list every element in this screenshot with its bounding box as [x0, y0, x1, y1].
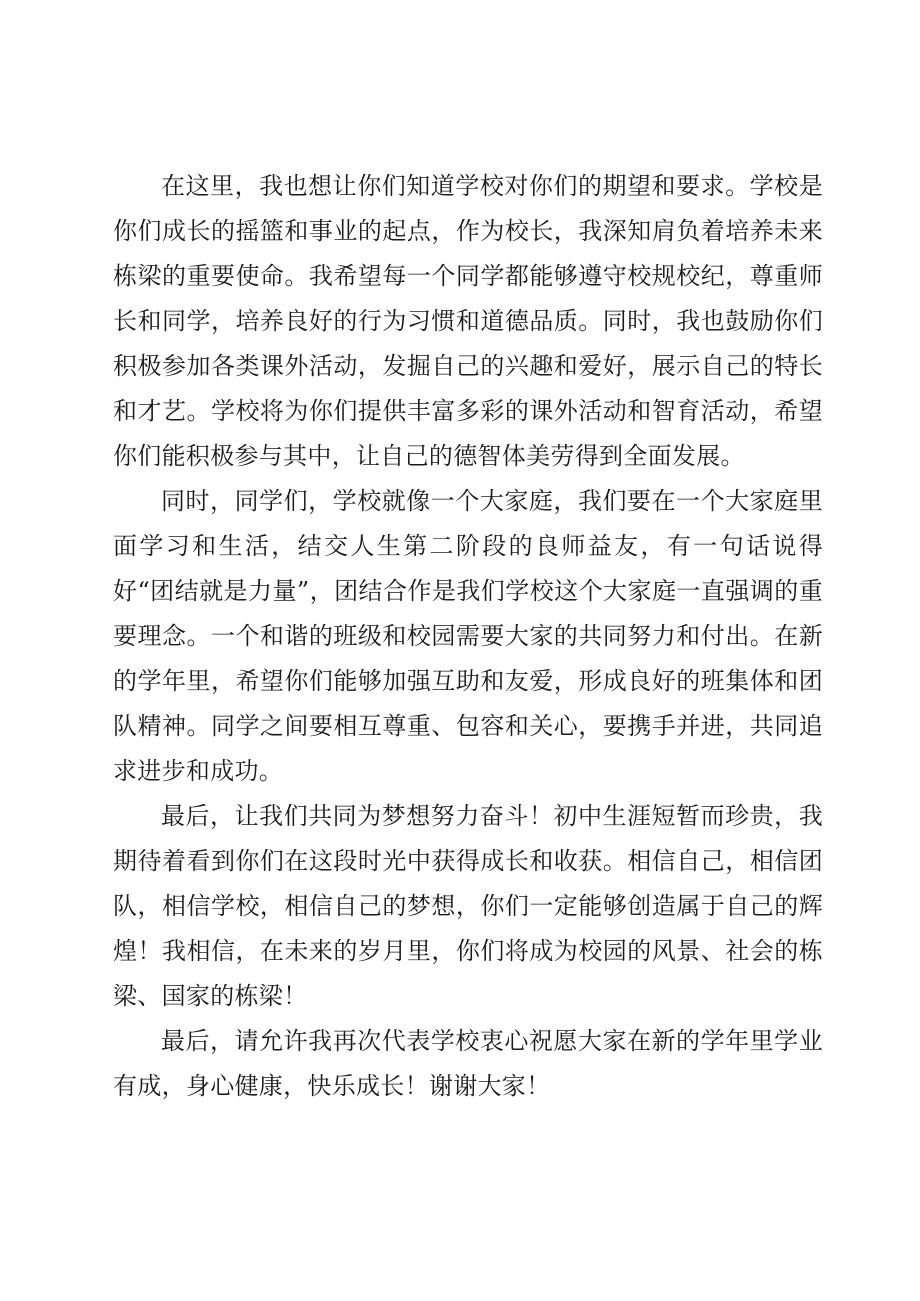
document-body — [113, 164, 823, 1109]
paragraph-unity: 同时，同学们，学校就像一个大家庭，我们要在一个大家庭里面学习和生活，结交人生第二阶段的良师益友，有一句话说得好“团结就是力量”，团结合作是我们学校这个大家庭一直强调的重要理念。一个和谐的班级和校园需要大家的共同努力和付出。在新的学年里，希望你们能够加强互助和友爱，形成良好的班集体和团队精神。同学之间要相互尊重、包容和关心，要携手并进，共同追求进步和成功。 — [113, 487, 823, 785]
paragraph-closing: 最后，请允许我再次代表学校衷心祝愿大家在新的学年里学业有成，身心健康，快乐成长！谢谢大家！ — [113, 1027, 823, 1100]
paragraph-dreams: 最后，让我们共同为梦想努力奋斗！初中生涯短暂而珍贵，我期待着看到你们在这段时光中获得成长和收获。相信自己，相信团队，相信学校，相信自己的梦想，你们一定能够创造属于自己的辉煌！我相信，在未来的岁月里，你们将成为校园的风景、社会的栋梁、国家的栋梁！ — [113, 802, 823, 1010]
paragraph-expectations: 在这里，我也想让你们知道学校对你们的期望和要求。学校是你们成长的摇篮和事业的起点，作为校长，我深知肩负着培养未来栋梁的重要使命。我希望每一个同学都能够遵守校规校纪，尊重师长和同学，培养良好的行为习惯和道德品质。同时，我也鼓励你们积极参加各类课外活动，发掘自己的兴趣和爱好，展示自己的特长和才艺。学校将为你们提供丰富多彩的课外活动和智育活动，希望你们能积极参与其中，让自己的德智体美劳得到全面发展。 — [113, 172, 823, 470]
